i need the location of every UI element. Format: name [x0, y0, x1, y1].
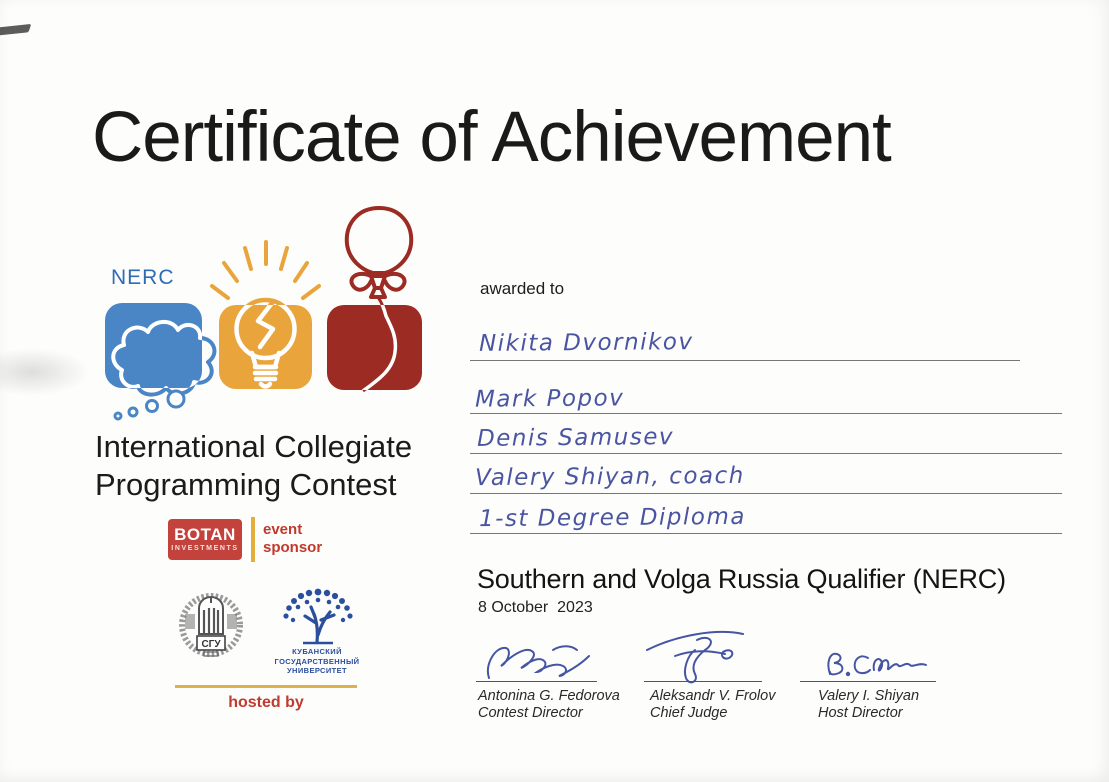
recipient-underline-3 — [470, 453, 1062, 454]
kuban-university-logo — [281, 587, 355, 647]
signatory-role-2: Chief Judge — [650, 705, 728, 721]
event-name: Southern and Volga Russia Qualifier (NERC) — [477, 564, 1006, 594]
sgu-university-logo — [168, 592, 254, 672]
event-date: 8 October 2023 — [478, 599, 593, 616]
icpc-lightbulb-tile-icon — [212, 242, 319, 389]
signature-underline-2 — [644, 681, 762, 682]
recipient-line-3: Denis Samusev — [476, 424, 675, 452]
event-sponsor-label — [263, 521, 322, 557]
scan-artifact-mark — [0, 24, 31, 36]
recipient-underline-1 — [470, 360, 1020, 361]
event-sponsor-line2: sponsor — [263, 539, 323, 556]
botan-sub-text: INVESTMENTS — [171, 545, 239, 552]
icpc-logo — [100, 202, 430, 427]
sgu-abbr-text: СГУ — [201, 639, 221, 650]
recipient-line-1: Nikita Dvornikov — [478, 329, 694, 357]
signatory-name-2: Aleksandr V. Frolov — [650, 688, 776, 704]
kuban-name-line1: КУБАНСКИЙ — [292, 647, 342, 656]
signatory-name-1: Antonina G. Fedorova — [478, 688, 620, 704]
scan-artifact-smudge — [0, 348, 90, 396]
signature-underline-1 — [476, 681, 597, 682]
recipient-line-2: Mark Popov — [474, 385, 625, 413]
hosted-by-divider — [175, 685, 357, 688]
signature-fedorova-icon — [483, 638, 601, 686]
icpc-org-line1: International Collegiate — [95, 429, 413, 464]
recipient-line-4: Valery Shiyan, coach — [474, 462, 745, 492]
recipient-underline-4 — [470, 493, 1062, 494]
signature-underline-3 — [800, 681, 936, 682]
hosted-by-label: hosted by — [228, 694, 304, 711]
signatory-role-3: Host Director — [818, 705, 903, 721]
recipient-line-5: 1-st Degree Diploma — [478, 503, 747, 533]
sponsor-divider-bar — [251, 517, 255, 562]
icpc-org-name — [95, 428, 412, 504]
signatory-name-3: Valery I. Shiyan — [818, 688, 920, 704]
nerc-region-label: NERC — [111, 266, 175, 289]
signature-frolov-icon — [645, 626, 749, 688]
icpc-cloud-tile-icon — [105, 303, 214, 419]
kuban-name-line2: ГОСУДАРСТВЕННЫЙ — [274, 656, 360, 666]
recipient-underline-5 — [470, 533, 1062, 534]
certificate-title: Certificate of Achievement — [92, 98, 891, 177]
awarded-to-label: awarded to — [480, 279, 565, 298]
icpc-balloon-tile-icon — [327, 208, 422, 391]
signature-shiyan-icon — [822, 644, 934, 682]
botan-sponsor-logo — [168, 519, 242, 560]
event-sponsor-line1: event — [263, 521, 303, 538]
botan-brand-text: BOTAN — [174, 525, 236, 544]
recipient-underline-2 — [470, 413, 1062, 414]
signatory-role-1: Contest Director — [478, 705, 583, 721]
kuban-university-name — [263, 647, 371, 676]
icpc-org-line2: Programming Contest — [95, 467, 397, 502]
kuban-name-line3: УНИВЕРСИТЕТ — [286, 666, 348, 675]
